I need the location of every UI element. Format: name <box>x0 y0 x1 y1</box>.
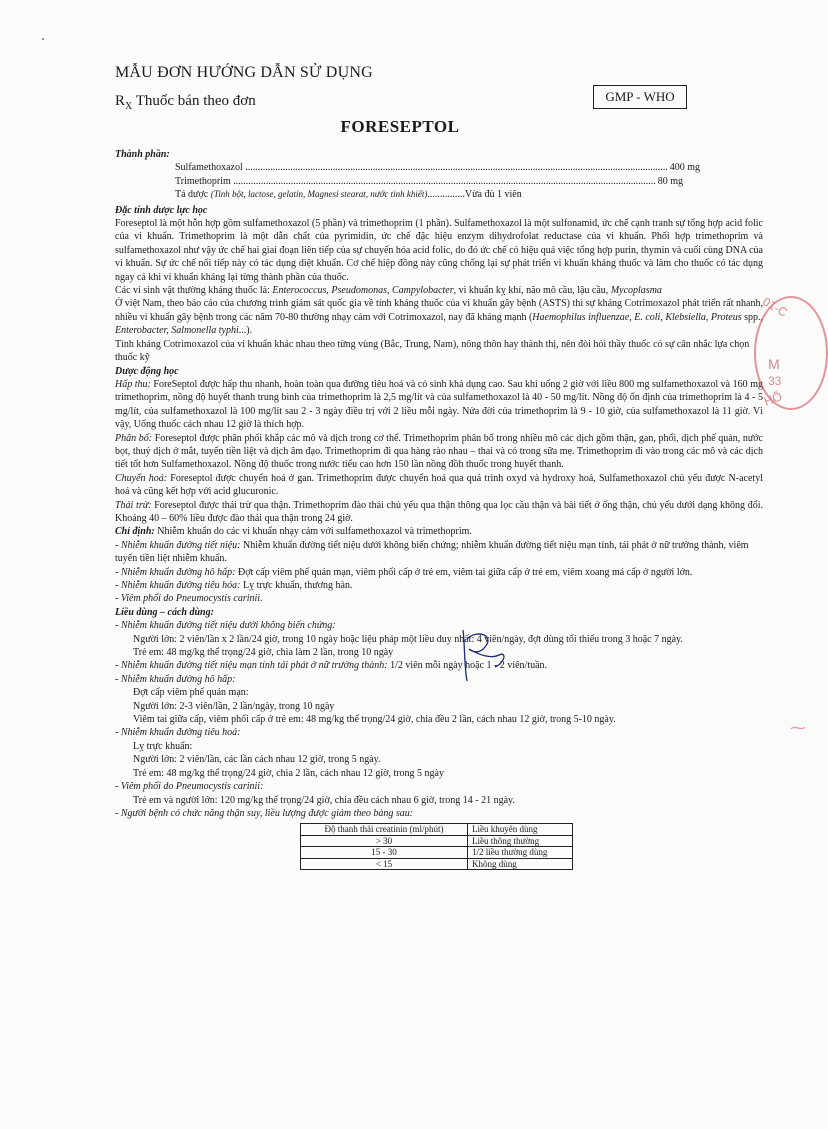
table-row <box>301 847 573 859</box>
pharmacokinetics-heading: Dược động học <box>115 365 179 377</box>
dosage-resp-sub: Đợt cấp viêm phế quản mạn: <box>133 687 249 699</box>
table-header-cell: Liều khuyên dùng <box>468 824 573 836</box>
gmp-who-box: GMP - WHO <box>593 85 687 109</box>
table-cell: < 15 <box>301 858 468 870</box>
ingredient-amount: 80 mg <box>657 175 684 187</box>
dosage-pcp: Trẻ em và người lớn: 120 mg/kg thể trọng/24 giờ, chia đều cách nhau 6 giờ, trong 14 - 21 ngày. <box>133 794 515 806</box>
indication-item: - Viêm phổi do Pneumocystis carinii. <box>115 593 263 605</box>
table-row <box>301 858 573 870</box>
excipient-line <box>175 188 763 201</box>
renal-dose-table <box>300 823 573 870</box>
absorption-paragraph: Hấp thu: ForeSeptol được hấp thu nhanh, hoàn toàn qua đường tiêu hoá và có sinh khả dụng cao. Sau khi uống 2 giờ với liều 800 mg sulfamethoxazol và 160 mg trimethoprim, nồng độ huyết thanh trung bình của trimethoprim là 2,5 mg/lít và của sulfamethoxazol là 40 - 50 mg/lít. Nồng độ ổn định của trimethoprim là 4 - 5 mg/lít, của sulfamethoxazol là 100 mg/lít sau 2 - 3 ngày điều trị với 2 liều mỗi ngày. Nửa đời của trimethoprim là 9 - 10 giờ, của sulfamethoxazol là 11 giờ. Vì vậy, Uống thuốc cách nhau 12 giờ là thích hợp. <box>115 378 763 431</box>
red-stamp: 01-C M 33 HỐ <box>754 296 828 410</box>
composition-list <box>175 161 763 201</box>
pharmacodynamics-p1: Foreseptol là một hỗn hợp gồm sulfamethoxazol (5 phần) và trimethoprim (1 phần). Sulfamethoxazol là một sulfonamid, ức chế cạnh tranh sự tổng hợp acid folic của vi khuẩn. Trimethoprim là một dẫn chất của pyrimidin, ức chế đặc hiệu enzym dihydrofolat reductase của vi khuẩn. Phối hợp trimethoprim và sulfamethoxazol như vậy ức chế hai giai đoạn liên tiếp của sự chuyển hóa acid folic, do đó ức chế có hiệu quả việc tổng hợp purin, thymin và cuối cùng DNA của vi khuẩn. Sự ức chế nối tiếp này có tác dụng diệt khuẩn. Cơ chế hiệp đồng này cũng chống lại sự phát triển vi khuẩn kháng thuốc và làm cho thuốc có tác dụng ngay cả khi vi khuẩn kháng lại từng thành phần của thuốc. <box>115 218 763 283</box>
document-body <box>115 148 763 870</box>
dosage-resp-child: Viêm tai giữa cấp, viêm phổi cấp ở trẻ em: 48 mg/kg thể trọng/24 giờ, chia đều 2 lần, cách nhau 12 giờ, trong 5-10 ngày. <box>133 714 616 726</box>
table-cell: Không dùng <box>468 858 573 870</box>
table-header-cell: Độ thanh thải creatinin (ml/phút) <box>301 824 468 836</box>
metabolism-paragraph: Chuyển hoá: Foreseptol được chuyển hoá ở gan. Trimethoprim được chuyển hoá qua quá trình oxyd và hydroxy hoá, Sulfamethoxazol chủ yếu được N-acetyl hoá và cũng kết hợp với acid glucuronic. <box>115 472 763 498</box>
dosage-gi-sub: Lỵ trực khuẩn: <box>133 740 193 752</box>
indication-item: - Nhiễm khuẩn đường hô hấp: Đợt cấp viêm phế quản mạn, viêm phổi cấp ở trẻ em, viêm tai giữa cấp ở trẻ em, viêm xoang má cấp ở người lớn. <box>115 566 693 578</box>
dosage-resp-adult: Người lớn: 2-3 viên/lần, 2 lần/ngày, trong 10 ngày <box>133 700 335 712</box>
dosage-uti-adult: Người lớn: 2 viên/lần x 2 lần/24 giờ, trong 10 ngày hoặc liệu pháp một liều duy nhất: 4 viên/ngày, đợt dùng tối thiểu trong 3 hoặc 7 ngày. <box>133 633 683 645</box>
form-title: MẪU ĐƠN HƯỚNG DẪN SỬ DỤNG <box>115 64 373 81</box>
indications-intro: Chỉ định: Nhiễm khuẩn do các vi khuẩn nhạy cảm với sulfamethoxazol và trimethoprim. <box>115 526 472 538</box>
elimination-paragraph: Thải trừ: Foreseptol được thải trừ qua thận. Trimethoprim đào thải chủ yếu qua thận thông qua lọc cầu thận và bài tiết ở ống thận, chủ yếu dưới dạng không đổi. Khoảng 40 – 60% liều được đào thải qua thận trong 24 giờ. <box>115 499 763 524</box>
table-cell: > 30 <box>301 835 468 847</box>
indication-item: - Nhiễm khuẩn đường tiêu hóa: Lỵ trực khuẩn, thương hàn. <box>115 580 353 591</box>
ingredient-name: Sulfamethoxazol ..... <box>175 161 668 174</box>
pharmacodynamics-p3: Ở việt Nam, theo báo cáo của chương trình giám sát quốc gia về tính kháng thuốc của vi khuẩn gây bệnh (ASTS) thì sự kháng Cotrimoxazol phát triển rất nhanh, nhiều vi khuẩn gây bệnh trong các năm 70-80 thường nhạy cảm với Cotrimoxazol, nay đã kháng mạnh (Haemophilus influenzae, E. coli, Klebsiella, Proteus spp., Enterobacter, Salmonella typhi...). <box>115 298 764 337</box>
excipient-detail: (Tinh bột, lactose, gelatin, Magnesi stearat, nước tinh khiết) <box>210 189 428 200</box>
prescription-line <box>115 93 256 112</box>
dosage-gi-label: - Nhiễm khuẩn đường tiêu hoá: <box>115 727 241 739</box>
scan-dot <box>42 38 44 40</box>
dosage-gi-child: Trẻ em: 48 mg/kg thể trọng/24 giờ, chia 2 lần, cách nhau 12 giờ, trong 5 ngày <box>133 767 444 779</box>
dosage-resp-label: - Nhiễm khuẩn đường hô hấp: <box>115 673 236 685</box>
composition-heading: Thành phần: <box>115 149 170 160</box>
dosage-gi-adult: Người lớn: 2 viên/lần, các lần cách nhau 12 giờ, trong 5 ngày. <box>133 754 381 766</box>
rx-symbol: $R_X$ <box>115 93 133 112</box>
ingredient-amount: 400 mg <box>669 162 701 174</box>
signature-mark <box>455 625 515 685</box>
dosage-pcp-label: - Viêm phổi do Pneumocystis carinii: <box>115 781 264 793</box>
prescription-text: Thuốc bán theo đơn <box>132 93 256 109</box>
table-cell: Liều thông thường <box>468 835 573 847</box>
dosage-uti-simple: - Nhiễm khuẩn đường tiết niệu dưới không biến chứng: <box>115 620 336 632</box>
distribution-paragraph: Phân bố: Foreseptol được phân phối khắp các mô và dịch trong cơ thể. Trimethoprim phân bố trong nhiều mô các dịch gồm thận, gan, phổi, dịch phế quản, nước bọt, thuỷ dịch ở mắt, tuyến tiền liệt và dịch âm đạo. Trimethoprim đi qua hàng rào nhau – thai và có trong sữa mẹ. Trimethoprim đi vào trong các mô và các dịch tiết tốt hơn Sulfamethoxazol. Nồng độ thuốc trong nước tiểu cao hơn 150 lần nồng đồh thuốc trong huyết thanh. <box>115 432 763 471</box>
pharmacodynamics-heading: Đặc tính dược lực học <box>115 204 208 216</box>
pharmacodynamics-p4: Tình kháng Cotrimoxazol của vi khuẩn khác nhau theo từng vùng (Bắc, Trung, Nam), nông thôn hay thành thị, nên đòi hỏi thầy thuốc có sự cân nhắc lựa chọn thuốc kỹ <box>115 338 750 364</box>
dosage-uti-chronic: - Nhiễm khuẩn đường tiết niệu mạn tính tái phát ở nữ trưởng thành: 1/2 viên mỗi ngày hoặc 1 - 2 viên/tuần. <box>115 660 548 672</box>
excipient-label: Tá dược <box>175 189 211 201</box>
excipient-amount: Vừa đủ 1 viên <box>464 189 522 201</box>
table-row <box>301 835 573 847</box>
dosage-heading: Liều dùng – cách dùng: <box>115 606 214 618</box>
composition-item <box>175 175 684 188</box>
ingredient-name: Trimethoprim ..... <box>175 175 656 188</box>
composition-item <box>175 161 701 174</box>
dosage-uti-child: Trẻ em: 48 mg/kg thể trọng/24 giờ, chia làm 2 lần, trong 10 ngày <box>133 647 394 659</box>
table-cell: 15 - 30 <box>301 847 468 859</box>
dosage-renal-label: - Người bệnh có chức năng thận suy, liều lượng được giảm theo bảng sau: <box>115 807 414 819</box>
pharmacodynamics-p2: Các vi sinh vật thường kháng thuốc là: Enterococcus, Pseudomonas, Campylobacter, vi khuẩn kỵ khí, não mô cầu, lậu cầu, Mycoplasma <box>115 285 662 297</box>
indication-item: - Nhiễm khuẩn đường tiết niệu: Nhiễm khuẩn đường tiết niệu dưới không biến chứng; nhiễm khuẩn đường tiết niệu mạn tính, tái phát ở nữ trưởng thành, viêm tuyến tiền liệt nhiễm khuẩn. <box>115 539 749 565</box>
table-header-row <box>301 824 573 836</box>
table-cell: 1/2 liều thường dùng <box>468 847 573 859</box>
drug-name: FORESEPTOL <box>340 117 460 136</box>
excipient-dots: ............... <box>427 189 465 201</box>
red-ink-smudge: ⁓ <box>790 720 806 737</box>
